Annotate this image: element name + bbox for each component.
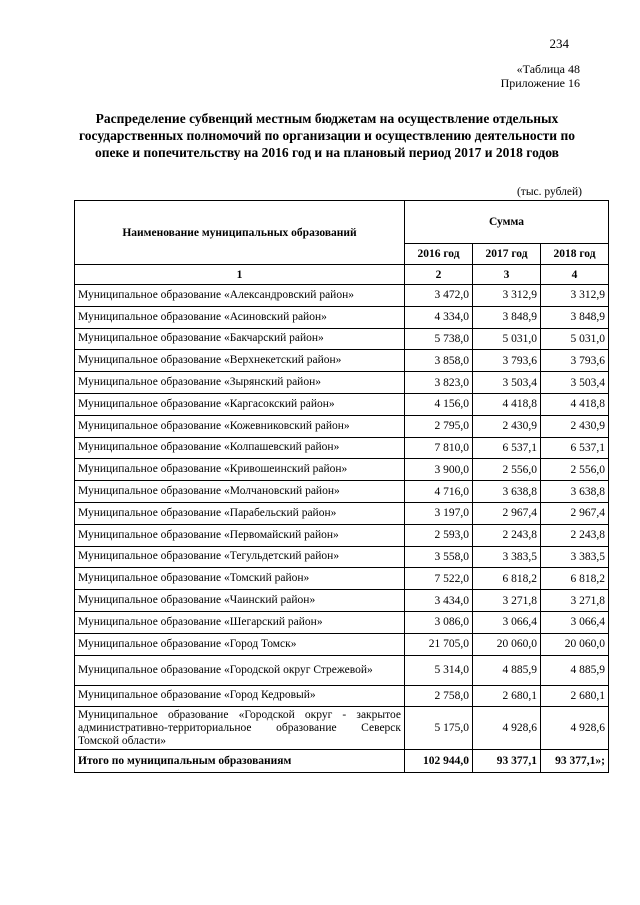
value-2016: 3 086,0 [405,611,473,633]
value-2016: 3 858,0 [405,350,473,372]
municipality-name: Муниципальное образование «Зырянский район» [75,372,405,394]
column-number: 2 [405,265,473,285]
total-2016: 102 944,0 [405,750,473,773]
municipality-name: Муниципальное образование «Городской округ - закрытое административно-территориальное образование Северск Томской области» [75,707,405,750]
value-2017: 3 312,9 [473,285,541,307]
value-2017: 4 418,8 [473,393,541,415]
table-row [75,459,609,481]
total-2018: 93 377,1»; [541,750,609,773]
table-row [75,481,609,503]
value-2018: 2 243,8 [541,524,609,546]
table-row [75,568,609,590]
value-2018: 4 928,6 [541,707,609,750]
table-row [75,524,609,546]
value-2018: 2 967,4 [541,502,609,524]
value-2016: 4 156,0 [405,393,473,415]
value-2018: 2 680,1 [541,685,609,707]
table-row [75,590,609,612]
value-2018: 4 418,8 [541,393,609,415]
header-sum: Сумма [405,201,609,244]
value-2018: 3 848,9 [541,306,609,328]
value-2017: 3 638,8 [473,481,541,503]
municipality-name: Муниципальное образование «Колпашевский район» [75,437,405,459]
table-row [75,328,609,350]
value-2018: 3 383,5 [541,546,609,568]
value-2018: 2 556,0 [541,459,609,481]
value-2017: 3 848,9 [473,306,541,328]
value-2017: 20 060,0 [473,633,541,655]
table-row [75,546,609,568]
municipality-name: Муниципальное образование «Город Томск» [75,633,405,655]
table-row [75,655,609,685]
header-year-2016: 2016 год [405,244,473,265]
table-reference [501,62,580,90]
value-2017: 6 537,1 [473,437,541,459]
municipality-name: Муниципальное образование «Первомайский район» [75,524,405,546]
value-2017: 2 430,9 [473,415,541,437]
municipality-name: Муниципальное образование «Парабельский район» [75,502,405,524]
subvention-table [74,200,609,773]
municipality-name: Муниципальное образование «Каргасокский район» [75,393,405,415]
table-ref-label: «Таблица 48 [516,62,580,76]
table-row [75,633,609,655]
value-2016: 2 758,0 [405,685,473,707]
page-number: 234 [549,36,569,51]
total-2017: 93 377,1 [473,750,541,773]
appendix-label: Приложение 16 [500,76,580,90]
value-2018: 3 503,4 [541,372,609,394]
table-row [75,502,609,524]
value-2017: 2 556,0 [473,459,541,481]
header-year-2018: 2018 год [541,244,609,265]
value-2017: 3 793,6 [473,350,541,372]
header-year-2017: 2017 год [473,244,541,265]
value-2016: 3 197,0 [405,502,473,524]
value-2018: 3 271,8 [541,590,609,612]
municipality-name: Муниципальное образование «Томский район» [75,568,405,590]
table-row [75,707,609,750]
value-2016: 3 558,0 [405,546,473,568]
value-2018: 5 031,0 [541,328,609,350]
value-2017: 3 271,8 [473,590,541,612]
municipality-name: Муниципальное образование «Александровский район» [75,285,405,307]
column-number: 4 [541,265,609,285]
total-label: Итого по муниципальным образованиям [75,750,405,773]
municipality-name: Муниципальное образование «Бакчарский район» [75,328,405,350]
table-row [75,685,609,707]
value-2017: 4 928,6 [473,707,541,750]
value-2016: 7 522,0 [405,568,473,590]
value-2018: 4 885,9 [541,655,609,685]
value-2016: 21 705,0 [405,633,473,655]
table-row [75,306,609,328]
document-title: Распределение субвенций местным бюджетам на осуществление отдельных государственных полномочий по организации и осуществлению деятельности по опеке и попечительству на 2016 год и на плановый период 2017 и 2018 годов [79,111,575,160]
value-2016: 3 900,0 [405,459,473,481]
value-2018: 3 066,4 [541,611,609,633]
table-row [75,437,609,459]
value-2017: 3 066,4 [473,611,541,633]
value-2016: 3 434,0 [405,590,473,612]
value-2016: 3 472,0 [405,285,473,307]
total-row [75,750,609,773]
units-label: (тыс. рублей) [516,186,582,198]
value-2017: 3 503,4 [473,372,541,394]
municipality-name: Муниципальное образование «Верхнекетский район» [75,350,405,372]
municipality-name: Муниципальное образование «Тегульдетский район» [75,546,405,568]
value-2016: 4 716,0 [405,481,473,503]
municipality-name: Муниципальное образование «Кожевниковский район» [75,415,405,437]
value-2017: 2 967,4 [473,502,541,524]
municipality-name: Муниципальное образование «Кривошеинский район» [75,459,405,481]
value-2016: 2 593,0 [405,524,473,546]
municipality-name: Муниципальное образование «Шегарский район» [75,611,405,633]
value-2017: 5 031,0 [473,328,541,350]
column-number: 1 [75,265,405,285]
table-row [75,350,609,372]
column-number: 3 [473,265,541,285]
value-2016: 5 314,0 [405,655,473,685]
municipality-name: Муниципальное образование «Чаинский район» [75,590,405,612]
header-name-column: Наименование муниципальных образований [75,201,405,265]
value-2017: 6 818,2 [473,568,541,590]
value-2018: 6 818,2 [541,568,609,590]
value-2018: 20 060,0 [541,633,609,655]
municipality-name: Муниципальное образование «Асиновский район» [75,306,405,328]
table-row [75,611,609,633]
value-2016: 3 823,0 [405,372,473,394]
table-row [75,415,609,437]
value-2016: 5 738,0 [405,328,473,350]
value-2017: 4 885,9 [473,655,541,685]
value-2018: 2 430,9 [541,415,609,437]
municipality-name: Муниципальное образование «Городской округ Стрежевой» [75,655,405,685]
municipality-name: Муниципальное образование «Молчановский район» [75,481,405,503]
value-2017: 2 680,1 [473,685,541,707]
value-2017: 3 383,5 [473,546,541,568]
value-2017: 2 243,8 [473,524,541,546]
municipality-name: Муниципальное образование «Город Кедровый» [75,685,405,707]
value-2018: 3 638,8 [541,481,609,503]
value-2016: 2 795,0 [405,415,473,437]
value-2018: 3 312,9 [541,285,609,307]
value-2016: 5 175,0 [405,707,473,750]
value-2018: 3 793,6 [541,350,609,372]
table-row [75,285,609,307]
value-2016: 4 334,0 [405,306,473,328]
value-2016: 7 810,0 [405,437,473,459]
value-2018: 6 537,1 [541,437,609,459]
table-row [75,393,609,415]
table-row [75,372,609,394]
